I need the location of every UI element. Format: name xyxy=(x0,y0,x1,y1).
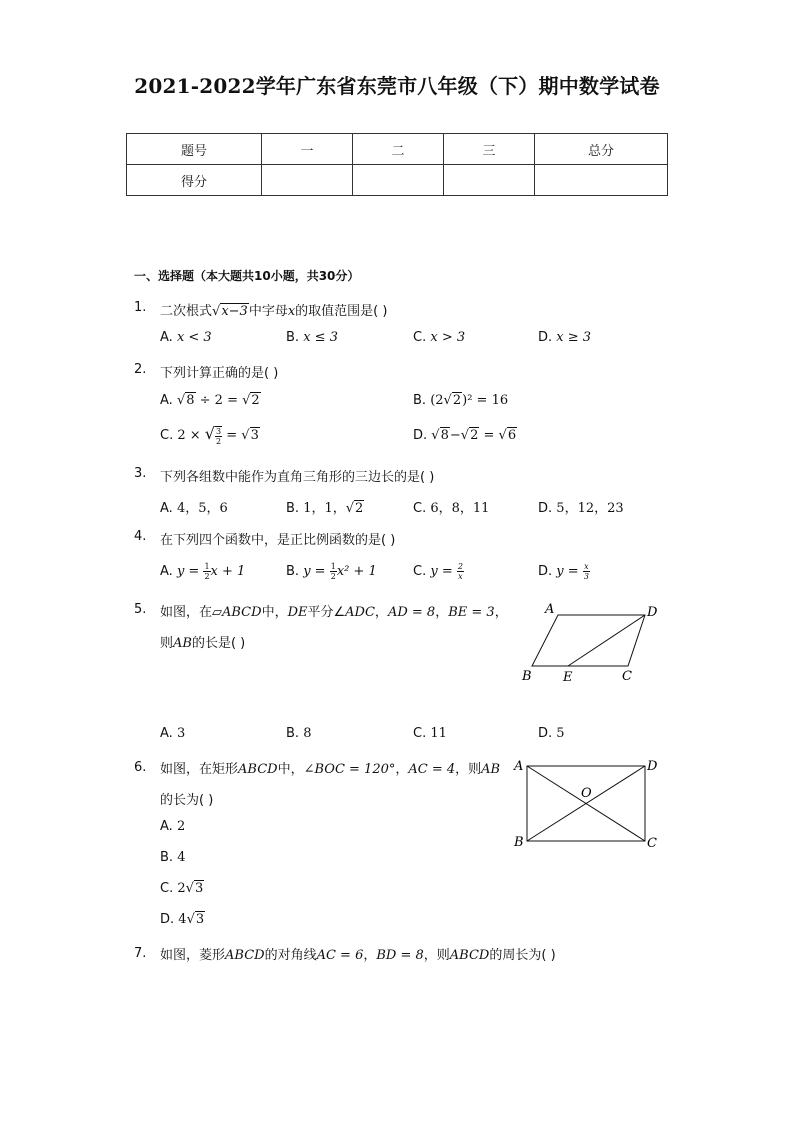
score-header-cell: 二 xyxy=(353,134,444,165)
q4-option-d[interactable]: D. y = $\frac{x}{3}$ xyxy=(538,562,589,581)
score-header-cell: 三 xyxy=(444,134,535,165)
score-table xyxy=(126,133,668,196)
q6-option-b[interactable]: B. 4 xyxy=(160,850,186,865)
question-number: 4. xyxy=(134,529,147,544)
question-2-text: 下列计算正确的是( ) xyxy=(160,366,279,381)
parallelogram-figure xyxy=(515,598,665,688)
radicand: x−3 xyxy=(221,304,248,319)
score-header-cell: 题号 xyxy=(127,134,262,165)
vertex-label-c: C xyxy=(622,669,632,684)
q1-option-b[interactable]: B. x ≤ 3 xyxy=(286,330,338,345)
q2-option-b[interactable]: B. (2√2)² = 16 xyxy=(413,393,509,408)
q1-option-c[interactable]: C. x > 3 xyxy=(413,330,466,345)
q3-option-b[interactable]: B. 1，1，√2 xyxy=(286,501,364,516)
vertex-label-e: E xyxy=(563,670,573,685)
score-row-label: 得分 xyxy=(127,165,262,196)
question-number: 1. xyxy=(134,300,147,315)
q5-option-b[interactable]: B. 8 xyxy=(286,726,312,741)
q5-option-a[interactable]: A. 3 xyxy=(160,726,186,741)
vertex-label-c: C xyxy=(647,836,657,851)
question-number: 5. xyxy=(134,602,147,617)
q5-option-c[interactable]: C. 11 xyxy=(413,726,447,741)
q2-option-c[interactable]: C. 2 × √ $\frac{3}{2}$ = √3 xyxy=(160,424,259,446)
vertex-label-a: A xyxy=(514,759,524,774)
q6-option-d[interactable]: D. 4√3 xyxy=(160,912,205,927)
vertex-label-a: A xyxy=(545,602,555,617)
q3-option-a[interactable]: A. 4，5，6 xyxy=(160,501,228,516)
page-title: 2021-2022学年广东省东莞市八年级（下）期中数学试卷 xyxy=(134,74,660,98)
question-number: 2. xyxy=(134,362,147,377)
score-cell xyxy=(353,165,444,196)
q1-option-a[interactable]: A. x < 3 xyxy=(160,330,212,345)
question-3-text: 下列各组数中能作为直角三角形的三边长的是( ) xyxy=(160,470,435,485)
rectangle-figure xyxy=(508,754,663,854)
question-5-line1: 如图，在▱ABCD中，DE平分∠ADC，AD = 8，BE = 3， xyxy=(160,605,508,620)
q2-option-a[interactable]: A. √8 ÷ 2 = √2 xyxy=(160,393,260,408)
q6-option-c[interactable]: C. 2√3 xyxy=(160,881,204,896)
q3-option-d[interactable]: D. 5，12，23 xyxy=(538,501,624,516)
vertex-label-d: D xyxy=(647,759,658,774)
question-number: 6. xyxy=(134,760,147,775)
vertex-label-b: B xyxy=(522,669,532,684)
score-header-cell: 总分 xyxy=(535,134,668,165)
q1-option-d[interactable]: D. x ≥ 3 xyxy=(538,330,592,345)
vertex-label-d: D xyxy=(647,605,658,620)
score-cell xyxy=(444,165,535,196)
question-number: 7. xyxy=(134,946,147,961)
q2-option-d[interactable]: D. √8−√2 = √6 xyxy=(413,428,517,443)
q5-option-d[interactable]: D. 5 xyxy=(538,726,565,741)
question-4-text: 在下列四个函数中，是正比例函数的是( ) xyxy=(160,533,396,548)
vertex-label-b: B xyxy=(514,835,524,850)
q4-option-a[interactable]: A. y = $\frac{1}{2}$ x + 1 xyxy=(160,562,246,581)
score-cell xyxy=(535,165,668,196)
question-5-line2: 则AB的长是( ) xyxy=(160,636,246,651)
question-1-text: 二次根式√x−3中字母x的取值范围是( ) xyxy=(160,304,388,319)
question-7-text: 如图，菱形ABCD的对角线AC = 6，BD = 8，则ABCD的周长为( ) xyxy=(160,948,556,963)
q3-option-c[interactable]: C. 6，8，11 xyxy=(413,501,490,516)
score-header-cell: 一 xyxy=(262,134,353,165)
score-table-row xyxy=(127,165,668,196)
score-table-header xyxy=(127,134,668,165)
q4-option-b[interactable]: B. y = $\frac{1}{2}$ x² + 1 xyxy=(286,562,377,581)
question-number: 3. xyxy=(134,466,147,481)
q4-option-c[interactable]: C. y = $\frac{2}{x}$ xyxy=(413,562,463,581)
q6-option-a[interactable]: A. 2 xyxy=(160,819,186,834)
center-label-o: O xyxy=(581,786,592,801)
section-heading: 一、选择题（本大题共10小题，共30分） xyxy=(134,269,360,283)
question-6-line2: 的长为( ) xyxy=(160,793,214,808)
score-cell xyxy=(262,165,353,196)
question-6-line1: 如图，在矩形ABCD中，∠BOC = 120°，AC = 4，则AB xyxy=(160,762,501,777)
